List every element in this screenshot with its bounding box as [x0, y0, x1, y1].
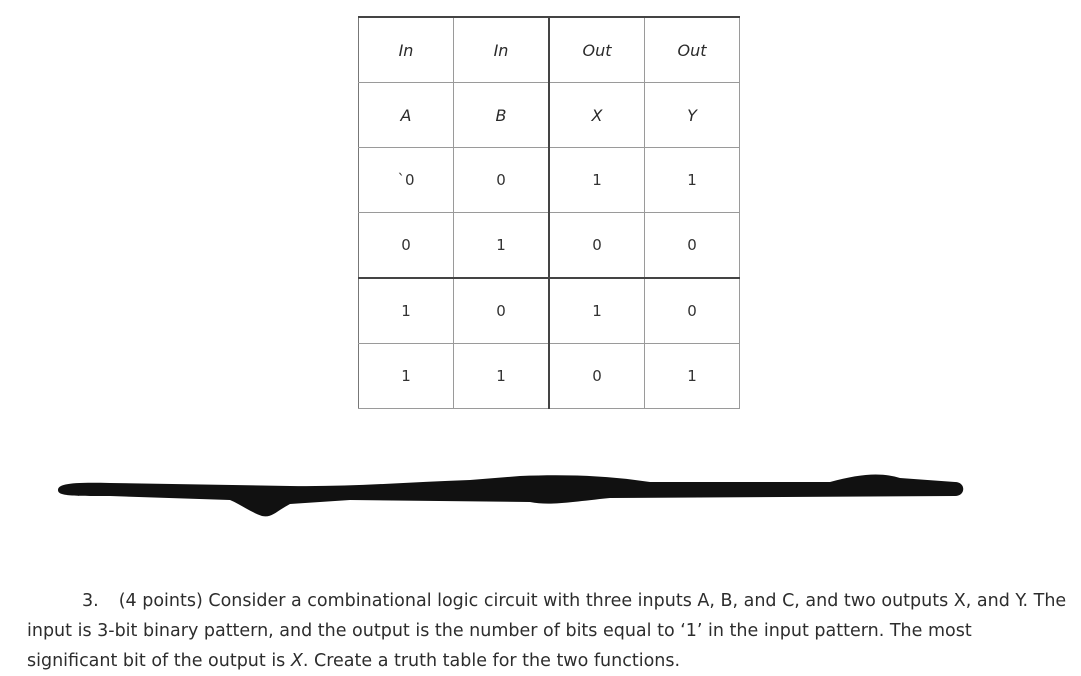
- table-cell: 1: [645, 344, 740, 409]
- table-cell: 1: [549, 278, 645, 344]
- table-cell: `0: [359, 148, 454, 213]
- question-body-end: . Create a truth table for the two functions.: [302, 650, 681, 671]
- table-row: [359, 148, 740, 213]
- role-cell: Out: [549, 17, 645, 83]
- role-cell: Out: [645, 17, 740, 83]
- table-cell: 0: [549, 213, 645, 279]
- table-cell: 1: [549, 148, 645, 213]
- table-cell: 0: [645, 278, 740, 344]
- role-cell: In: [359, 17, 454, 83]
- table-cell: 1: [454, 213, 550, 279]
- role-row: [359, 17, 740, 83]
- question-body: (4 points) Consider a combinational logic circuit with three inputs A, B, and C, and two outputs X, and Y. The input is 3-bit binary pattern, and the output is the number of bits equal to ‘1’ in the input pattern. The most significant bit of the output is: [27, 590, 1067, 671]
- role-cell: In: [454, 17, 550, 83]
- redaction-mark: [50, 466, 970, 526]
- variable-cell: A: [359, 83, 454, 148]
- table-row: [359, 344, 740, 409]
- question-text: [27, 586, 1067, 676]
- table-cell: 0: [549, 344, 645, 409]
- table-cell: 0: [454, 148, 550, 213]
- table-row: [359, 278, 740, 344]
- table-cell: 1: [359, 278, 454, 344]
- variable-cell: B: [454, 83, 550, 148]
- question-number: 3.: [82, 590, 99, 611]
- table-cell: 1: [454, 344, 550, 409]
- variable-row: [359, 83, 740, 148]
- question-emphasis: X: [290, 650, 303, 671]
- table-cell: 1: [645, 148, 740, 213]
- truth-table: [358, 16, 740, 409]
- table-cell: 0: [454, 278, 550, 344]
- variable-cell: Y: [645, 83, 740, 148]
- table-row: [359, 213, 740, 279]
- variable-cell: X: [549, 83, 645, 148]
- table-cell: 1: [359, 344, 454, 409]
- table-cell: 0: [645, 213, 740, 279]
- table-cell: 0: [359, 213, 454, 279]
